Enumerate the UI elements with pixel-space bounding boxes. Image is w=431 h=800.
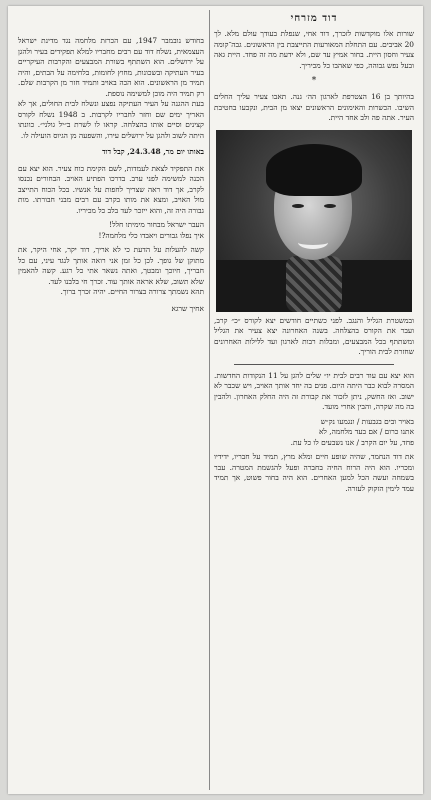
paragraph: את דוד הנחמד, שהיה שופע חיים ומלא מרץ, תמיד על חבריו, ידידיו ומכריו. הוא היה הרוח החיה בחברה ופעל להגשמת המטרה. עבר בשמחה ועשה הכל למען האחרים. הוא היה בחור פשוט, אך תמיד עמד לימין הזקוק לעזרה. [214,452,414,493]
paragraph: תהא נשמתך צרורה בצרור החיים. יהיה זכרך ברוך. [60,287,204,297]
photo-scarf [286,256,342,312]
photo-eye [324,204,336,208]
paragraph: בעת ההגנה על העיר העתיקה נפצע ונשלח לבית החולים, אך לא האריך ימים שם וחזר לחבריו לקרבות. ב 1948 נשלח לקורס קצינים וסיים אותו בהצלחה. קראו לו לשרת ב״יל גולני״. כוונתו היתה לשוב ולהגן על ירושלים עירו, והשפעה מן הגיוס הועילה לו. [18,99,205,140]
paragraph: ובמשטרת הגליל והנגב. לפני כשתיים חודשים יצא לקורס ״כ״ קרב, ועבר את הקורס בהצלחה. בשנה האחרונה יצא צעיר את הגליל ומשתתף בכל המבצעים, ומבלות רבות לארגון ועד ללילות האחרונים שחזרת לבית הוריך. [214,315,414,357]
left-column [18,6,204,314]
photo-hair [266,144,362,196]
separator-star: * [311,76,317,87]
poem-line: איך נפלו גבורים ויאבדו כלי מלחמה?! [98,230,204,240]
poem-line: פחד, על יום הקרב / אנו נשבעים לו כל עת. [290,437,414,447]
poem-block [214,417,414,449]
paragraph: בהיותך בן 16 הצטרפת לארגון הה׳ גנה. תאבו צעיר עליך החלים השיבו. הכשרות והאימונים הראשונים יצאו מן הבית, ונקבעו בחטיבת העיר. אתה פה ולב אחד היית. [214,92,414,123]
paragraph: את התפקיד לצאת לעמדות, לשם הקימת כוח צעיר. הוא יצא עם הכנה למשימה לפני ערב. בדרכו הפתיע האויב. הבחורים נכנסו לקרב, אך דוד ראה שצריך לחפות על אנשיו. בכל הכוח התייצב מול האויב, ומצא את מותו בקרב עם רבים מבני חבורתו. מות גבורה היה זה, והוא ייזכר לעד בלב כל מכיריו. [18,163,204,215]
photo-mouth [298,236,328,249]
divider [234,364,394,365]
paragraph: הוא יצא עם עוד רבים לבית יו״ שלים להגן על 11 הנקודות החדשות. המסרה לבוא כבר היתה היום. פנים בה יחד אותך האויב, ויש שכבר לא ישוב. ואז החשק, ניתן לזכור את קבורת זה היה החלק האחרון. ולהבין בה מה שקרה, והבין אחרי מועד. [214,370,414,412]
right-column [214,6,414,494]
paragraph: שורות אלו מוקדשות לזכרך, דוד אחי, שנפלת בעודך עולם מלא. לך 20 אביבים. עם התחלת המאורעות התייצבת בין הראשונים. גבה־קומה צעיר וחסון היית. בחור אמיץ עד שם, ולא ידעת מה זה פחד. היית גאה ובעל נפש גבוהה, כפי שאהבו כל מכיריך. [214,29,414,70]
paragraph: קשה להעלות על הדעת כי לא אריך, דוד יקר, אחי היקר, את מתוקן של גופך. לכן כל זמן אני רואה אותך לנגד עיני, עם כל חבריך, חיוכך ומבטך, ואתה נשאר אתי כל רגע. קשה להאמין שלא תשוב, שלא אראה אותך עוד. זכרך חי בלבנו לעד. [18,245,204,286]
poem-line: באויר ובים בגבעות / ונגמעו נק״ש [320,416,414,426]
signature: אחיך שרגא [171,303,204,313]
poem-block [18,220,204,241]
article-title: דוד מזרחי [290,13,338,24]
photo-eye [292,204,304,208]
portrait-photo [216,130,412,312]
dateline: באותו יום מר, 24.3.48, קבל דוד [102,147,204,157]
document-page [8,6,423,794]
column-rule [209,10,210,790]
poem-line: העבר ישראל מבחור מימיתו חלל! [109,220,204,230]
paragraph: בחודש נובמבר 1947, עם הכרזת מלחמה נגד מדינת ישראל העצמאית, נשלח דוד עם רבים מחבריו למלא תפקידים בעיר ולהגן על ירושלים. הוא השתתף בשורת המבצעים והקרבות העיקריים בעיר העתיקה ובשכונות, מחוץ לחומות, בלחימה על הבתים, והיה תמיד מן הראשונים. הוא הכה באויב ותמיד חזר מן הקרבות שלם. רק תמיד היה מוכן למשימה נוספת. [18,36,204,98]
poem-line: אתנו כרום / אם בעד מלחמה, לא [319,427,414,437]
